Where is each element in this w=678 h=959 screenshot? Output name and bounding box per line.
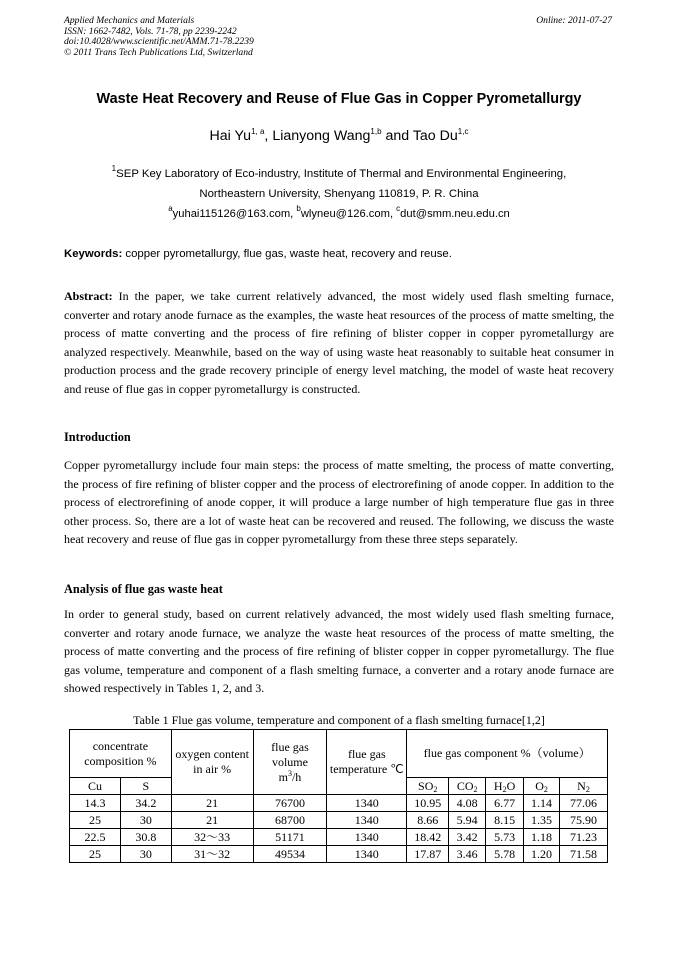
online-date: Online: 2011-07-27: [536, 15, 612, 26]
analysis-text: In order to general study, based on current relatively advanced, the most widely used flash smelting furnace, converter and rotary anode furnace, we analyze the waste heat resources of the process of matte smelting, the process of matte converting and the process of fire refining of blister copper in copper pyrometallurgy. The flue gas volume, temperature and component of a flash smelting furnace, a converter and a rotary anode furnace are showed respectively in Tables 1, 2, and 3.: [64, 607, 614, 696]
header-cu: Cu: [70, 778, 121, 795]
table-row: 22.5 30.8 32～33 51171 1340 18.42 3.42 5.73 1.18 71.23: [70, 829, 608, 846]
keywords: [64, 248, 614, 260]
abstract-label: Abstract:: [64, 289, 113, 303]
author-separator: and: [381, 128, 413, 144]
email-address: yuhai115126@163.com: [172, 208, 291, 220]
table-header-row: [70, 730, 608, 778]
header-component: flue gas component %（volume）: [407, 730, 608, 778]
affiliation-line-1: $^1$SEP Key Laboratory of Eco-industry, Institute of Thermal and Environmental Engineering,: [111, 164, 567, 180]
email-list: $^a$yuhai115126@163.com, $^b$wlyneu@126.com, $^c$dut@smm.neu.edu.cn: [168, 204, 510, 220]
issn-line: ISSN: 1662-7482, Vols. 71-78, pp 2239-2242: [64, 25, 237, 37]
introduction-heading: Introduction: [64, 430, 131, 444]
affiliation-mark: 1: [111, 164, 117, 173]
author-list: [0, 128, 678, 144]
header-n2: $N_2$: [560, 778, 608, 795]
header-o2: $O_2$: [524, 778, 560, 795]
flue-gas-table: [69, 729, 608, 863]
author-separator: ,: [264, 128, 273, 144]
table-row: 14.3 34.2 21 76700 1340 10.95 4.08 6.77 1.14 77.06: [70, 795, 608, 812]
header-oxygen: oxygen content in air %: [171, 730, 253, 795]
email-address: dut@smm.neu.edu.cn: [400, 208, 510, 220]
header-concentrate: concentrate composition %: [70, 730, 172, 778]
email-mark: a: [168, 204, 173, 213]
introduction-text: Copper pyrometallurgy include four main steps: the process of matte smelting, the process of matte converting, the process of fire refining of blister copper and the process of electrorefining of anode copper. In addition to the process of electrorefining of anode copper, it will produce a large number of high temperature flue gas in three other process. So, there are a lot of waste heat can be recovered and reused. The following, we discuss the waste heat recovery and reuse of flue gas in copper pyrometallurgy from these three steps separately.: [64, 458, 614, 547]
header-h2o: $H_2O$: [486, 778, 524, 795]
table-row: 25 30 21 68700 1340 8.66 5.94 8.15 1.35 75.90: [70, 812, 608, 829]
email-mark: c: [396, 204, 401, 213]
author-affil-mark: 1,b: [370, 127, 382, 136]
keywords-text: copper pyrometallurgy, flue gas, waste heat, recovery and reuse.: [122, 248, 452, 260]
analysis-heading: Analysis of flue gas waste heat: [64, 582, 223, 596]
author-name: Hai Yu: [209, 128, 252, 144]
table-row: 25 30 31～32 49534 1340 17.87 3.46 5.78 1.20 71.58: [70, 846, 608, 863]
table-caption: Table 1 Flue gas volume, temperature and component of a flash smelting furnace[1,2]: [133, 713, 545, 727]
author-name: Tao Du: [412, 128, 458, 144]
abstract: [64, 287, 614, 399]
copyright-line: © 2011 Trans Tech Publications Ltd, Switzerland: [64, 46, 253, 58]
doi-line: doi:10.4028/www.scientific.net/AMM.71-78.2239: [64, 36, 254, 48]
email-mark: b: [296, 204, 301, 213]
author-affil-mark: 1, a: [251, 127, 265, 136]
header-so2: $SO_2$: [407, 778, 449, 795]
header-co2: $CO_2$: [449, 778, 486, 795]
author-name: Lianyong Wang: [272, 128, 371, 144]
header-volume: flue gas volume $m^3/h$: [253, 730, 327, 795]
affiliation-line-2: Northeastern University, Shenyang 110819, P. R. China: [199, 188, 479, 200]
header-s: S: [120, 778, 171, 795]
author-affil-mark: 1,c: [457, 127, 469, 136]
journal-header: [64, 16, 254, 58]
email-address: wlyneu@126.com: [300, 208, 390, 220]
paper-title: Waste Heat Recovery and Reuse of Flue Gas in Copper Pyrometallurgy: [96, 91, 582, 107]
abstract-text: In the paper, we take current relatively advanced, the most widely used flash smelting furnace, converter and rotary anode furnace as the examples, the waste heat resources of the process of matte smelting, the process of matte converting and the process of fire refining of blister copper in copper pyrometallurgy are analyzed respectively. Meanwhile, based on the way of using waste heat reasonably to suitable heat consumer in production process and the grade recovery principle of energy level matching, the model of waste heat recovery and reuse of flue gas in copper pyrometallurgy is constructed.: [64, 289, 614, 396]
keywords-label: Keywords:: [64, 248, 123, 260]
header-temperature: flue gas temperature ℃: [327, 730, 407, 795]
journal-name: Applied Mechanics and Materials: [64, 15, 195, 26]
affiliation: [0, 164, 678, 204]
